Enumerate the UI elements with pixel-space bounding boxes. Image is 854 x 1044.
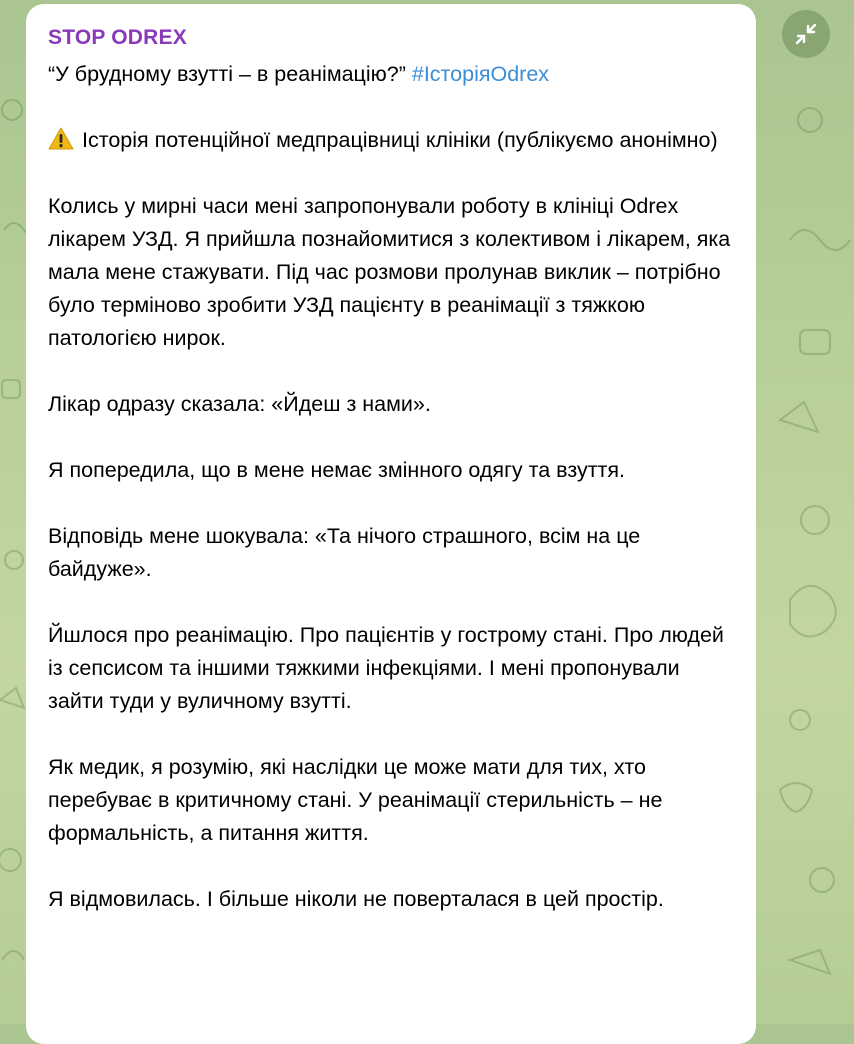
- post-title: “У брудному взутті – в реанімацію?”: [48, 62, 412, 86]
- post-paragraph: Відповідь мене шокувала: «Та нічого страшного, всім на це байдуже».: [48, 524, 641, 581]
- hashtag-link[interactable]: #ІсторіяOdrex: [411, 62, 550, 86]
- post-paragraph: Йшлося про реанімацію. Про пацієнтів у гострому стані. Про людей із сепсисом та іншими тяжкими інфекціями. І мені пропонували зайти туди у вуличному взутті.: [48, 623, 724, 713]
- paragraph-text: Історія потенційної медпрацівниці клініки (публікуємо анонімно): [82, 128, 718, 152]
- post-paragraph: Лікар одразу сказала: «Йдеш з нами».: [48, 392, 431, 416]
- post-paragraph: Як медик, я розумію, які наслідки це може мати для тих, хто перебуває в критичному стані. У реанімації стерильність – не формальність, а питання життя.: [48, 755, 663, 845]
- collapse-arrows-icon: [793, 21, 819, 47]
- channel-name[interactable]: STOP ODREX: [48, 26, 187, 49]
- post-paragraph: Я відмовилась. І більше ніколи не поверталася в цей простір.: [48, 887, 664, 911]
- post-paragraph: Я попередила, що в мене немає змінного одягу та взуття.: [48, 458, 626, 482]
- collapse-button[interactable]: [782, 10, 830, 58]
- post-paragraph: [48, 124, 734, 157]
- post-paragraph: Колись у мирні часи мені запропонували роботу в клініці Odrex лікарем УЗД. Я прийшла познайомитися з колективом і лікарем, яка мала мене стажувати. Під час розмови пролунав виклик – потрібно було терміново зробити УЗД пацієнту в реанімації з тяжкою патологією нирок.: [48, 194, 731, 350]
- warning-icon: [48, 127, 74, 150]
- message-bubble: [26, 4, 756, 1044]
- post-title-line: [48, 58, 734, 91]
